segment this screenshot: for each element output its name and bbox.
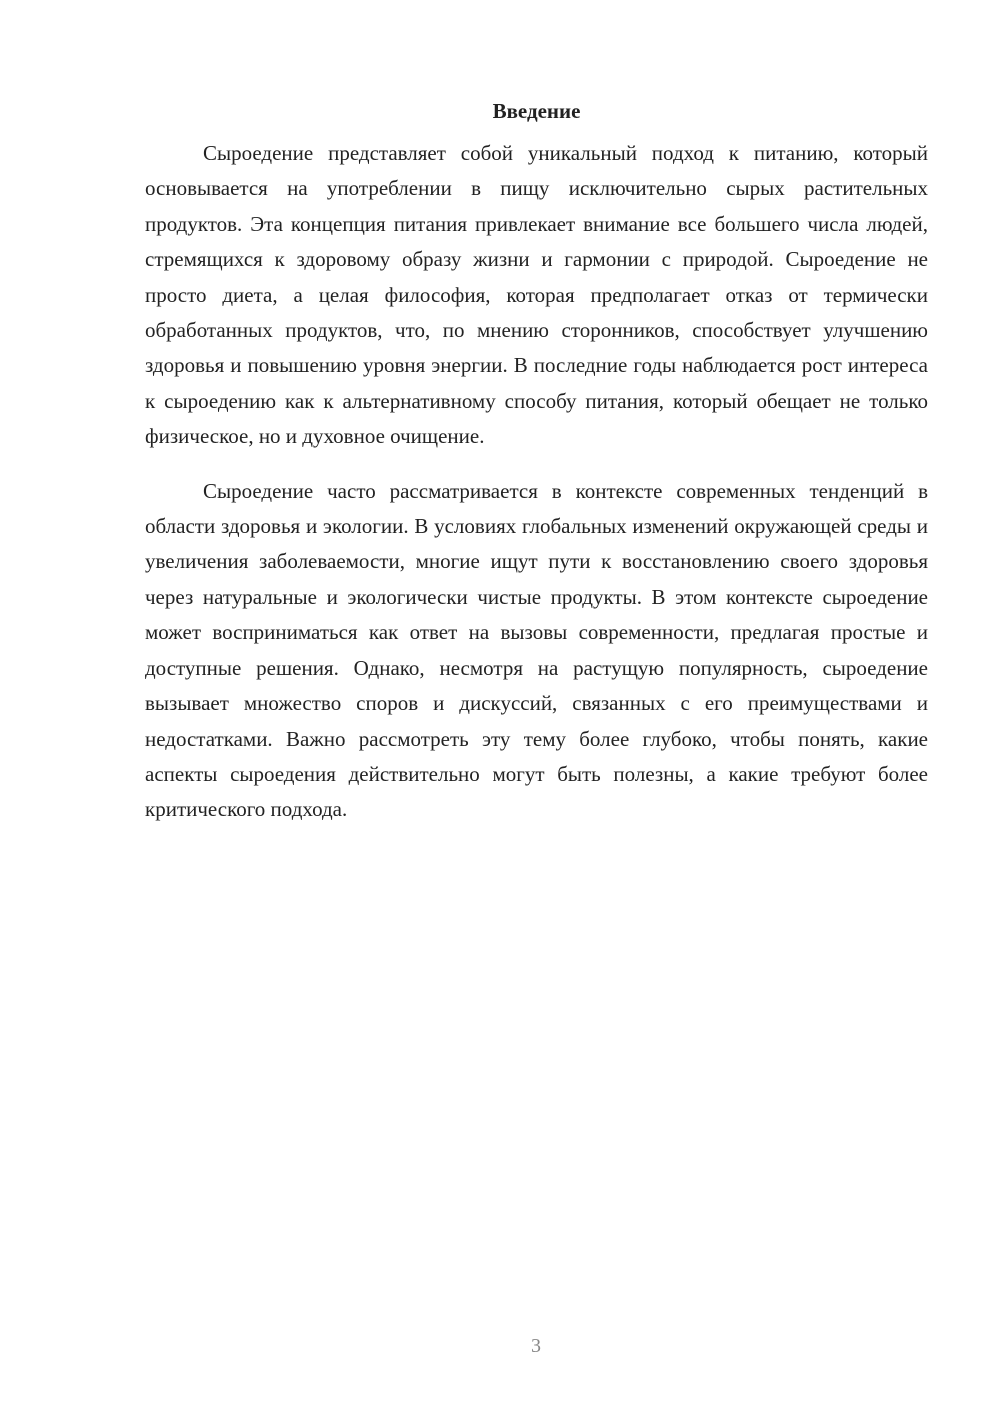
paragraph-2: Сыроедение часто рассматривается в контексте современных тенденций в области здоровья и экологии. В условиях глобальных изменений окружающей среды и увеличения заболеваемости, многие ищут пути к восстановлению своего здоровья через натуральные и экологически чистые продукты. В этом контексте сыроедение может восприниматься как ответ на вызовы современности, предлагая простые и доступные решения. Однако, несмотря на растущую популярность, сыроедение вызывает множество споров и дискуссий, связанных с его преимуществами и недостатками. Важно рассмотреть эту тему более глубоко, чтобы понять, какие аспекты сыроедения действительно могут быть полезны, а какие требуют более критического подхода. xyxy=(145,478,928,822)
section-heading: Введение xyxy=(492,99,581,123)
page-number: 3 xyxy=(531,1335,541,1357)
page-content xyxy=(145,96,928,828)
paragraph-1: Сыроедение представляет собой уникальный подход к питанию, который основывается на употреблении в пищу исключительно сырых растительных продуктов. Эта концепция питания привлекает внимание все большего числа людей, стремящихся к здоровому образу жизни и гармонии с природой. Сыроедение не просто диета, а целая философия, которая предполагает отказ от термически обработанных продуктов, что, по мнению сторонников, способствует улучшению здоровья и повышению уровня энергии. В последние годы наблюдается рост интереса к сыроедению как к альтернативному способу питания, который обещает не только физическое, но и духовное очищение. xyxy=(145,141,928,449)
